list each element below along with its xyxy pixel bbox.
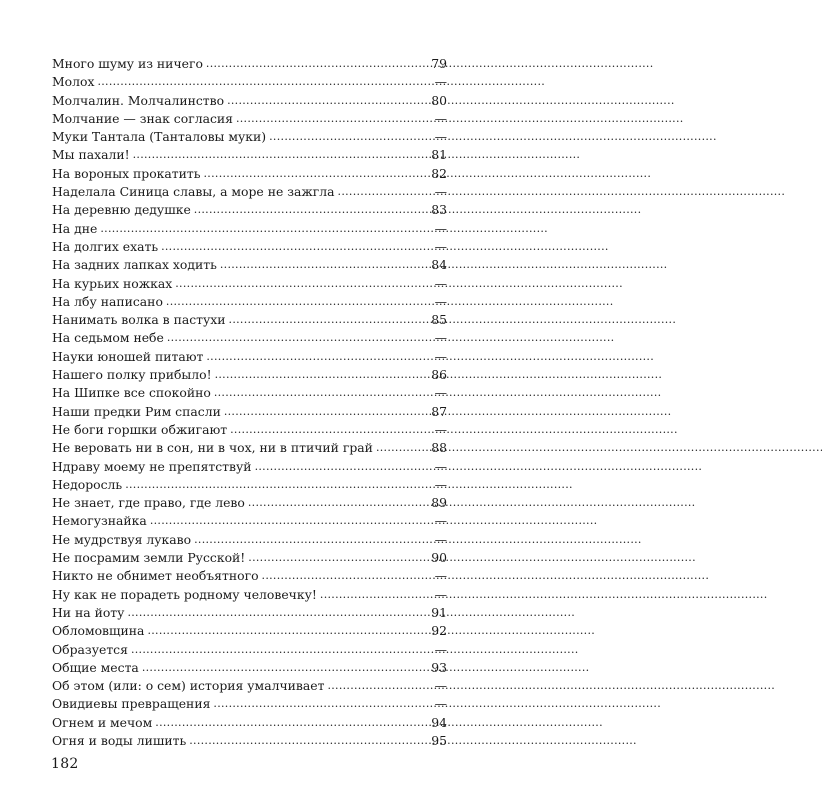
toc-entry bbox=[52, 421, 447, 439]
toc-entry bbox=[52, 714, 447, 732]
toc-entry-page: — bbox=[434, 476, 447, 492]
toc-entry-page: 84 bbox=[431, 257, 447, 273]
toc-entry-page: — bbox=[434, 220, 447, 236]
dot-leader bbox=[142, 658, 428, 677]
toc-entry-page: — bbox=[434, 421, 447, 437]
toc-entry-title: Много шуму из ничего bbox=[52, 56, 203, 71]
dot-leader bbox=[133, 145, 429, 164]
toc-entry bbox=[52, 531, 447, 549]
toc-entry-title: На курьих ножках bbox=[52, 275, 173, 291]
toc-entry bbox=[52, 439, 447, 457]
dot-leader bbox=[194, 530, 430, 549]
dot-leader bbox=[227, 91, 428, 110]
toc-entry bbox=[52, 55, 447, 73]
toc-entry-page: 95 bbox=[431, 732, 447, 748]
dot-leader bbox=[214, 383, 430, 402]
toc-entry bbox=[52, 458, 447, 476]
toc-entry-page: 81 bbox=[431, 147, 447, 163]
toc-entry-page: — bbox=[434, 385, 447, 401]
toc-entry bbox=[52, 329, 447, 347]
dot-leader bbox=[327, 676, 430, 695]
dot-leader bbox=[376, 438, 428, 457]
toc-entry-page: — bbox=[434, 348, 447, 364]
toc-entry bbox=[52, 549, 447, 567]
dot-leader bbox=[97, 72, 430, 91]
toc-entry bbox=[52, 220, 447, 238]
toc-entry bbox=[52, 384, 447, 402]
dot-leader bbox=[194, 200, 428, 219]
toc-entry-page: 93 bbox=[431, 659, 447, 675]
toc-entry bbox=[52, 348, 447, 366]
toc-entry bbox=[52, 311, 447, 329]
dot-leader bbox=[166, 292, 430, 311]
toc-entry-title: Недоросль bbox=[52, 476, 123, 492]
dot-leader bbox=[320, 585, 430, 604]
toc-entry bbox=[52, 73, 447, 91]
dot-leader bbox=[338, 182, 430, 201]
dot-leader bbox=[127, 603, 428, 622]
toc-entry bbox=[52, 128, 447, 146]
toc-entry-page: 91 bbox=[431, 604, 447, 620]
toc-entry bbox=[52, 403, 447, 421]
toc-entry-page: — bbox=[434, 641, 447, 657]
toc-entry bbox=[52, 586, 447, 604]
toc-entry-page: — bbox=[434, 696, 447, 712]
dot-leader bbox=[269, 127, 430, 146]
toc-entry-page: — bbox=[434, 275, 447, 291]
toc-entry bbox=[52, 110, 447, 128]
dot-leader bbox=[255, 457, 430, 476]
dot-leader bbox=[262, 566, 430, 585]
toc-entry-title: На лбу написано bbox=[52, 293, 163, 309]
dot-leader bbox=[206, 347, 430, 366]
toc-entry-title: Образуется bbox=[52, 641, 128, 657]
toc-entry-page: — bbox=[434, 74, 447, 90]
dot-leader bbox=[236, 109, 430, 128]
toc-entry-page: — bbox=[434, 458, 447, 474]
dot-leader bbox=[220, 255, 428, 274]
toc-entry bbox=[52, 165, 447, 183]
toc-entry bbox=[52, 695, 447, 713]
toc-entry-title: На деревню дедушке bbox=[52, 202, 191, 218]
toc-entry bbox=[52, 732, 447, 750]
toc-entry-title: Обломовщина bbox=[52, 623, 145, 639]
toc-entry-title: Ндраву моему не препятствуй bbox=[52, 458, 252, 474]
toc-entry bbox=[52, 659, 447, 677]
toc-entry-page: 87 bbox=[431, 403, 447, 419]
toc-entry-title: Мы пахали! bbox=[52, 147, 130, 163]
toc-entry-page: — bbox=[434, 129, 447, 145]
dot-leader bbox=[161, 237, 430, 256]
dot-leader bbox=[131, 640, 430, 659]
dot-leader bbox=[150, 511, 430, 530]
dot-leader bbox=[175, 274, 430, 293]
toc-entry bbox=[52, 275, 447, 293]
toc-entry-page: — bbox=[434, 293, 447, 309]
table-of-contents bbox=[52, 55, 447, 750]
toc-entry-title: Не боги горшки обжигают bbox=[52, 421, 228, 437]
toc-entry bbox=[52, 604, 447, 622]
toc-entry-title: Огнем и мечом bbox=[52, 714, 153, 730]
dot-leader bbox=[248, 493, 428, 512]
toc-entry-page: — bbox=[434, 513, 447, 529]
toc-entry bbox=[52, 238, 447, 256]
toc-entry bbox=[52, 146, 447, 164]
toc-entry-page: 85 bbox=[431, 312, 447, 328]
toc-entry bbox=[52, 567, 447, 585]
toc-entry bbox=[52, 641, 447, 659]
toc-entry-page: 90 bbox=[431, 550, 447, 566]
toc-entry-page: 80 bbox=[431, 92, 447, 108]
toc-entry-title: Об этом (или: о сем) история умалчивает bbox=[52, 678, 325, 694]
toc-entry-page: 89 bbox=[431, 495, 447, 511]
dot-leader bbox=[155, 713, 428, 732]
toc-entry-title: Не посрамим земли Русской! bbox=[52, 550, 246, 566]
toc-entry-page: — bbox=[434, 531, 447, 547]
dot-leader bbox=[167, 328, 430, 347]
toc-entry-title: Немогузнайка bbox=[52, 513, 147, 529]
toc-entry-page: 88 bbox=[431, 440, 447, 456]
toc-entry-title: На долгих ехать bbox=[52, 238, 159, 254]
toc-entry-page: — bbox=[434, 330, 447, 346]
toc-entry-title: Науки юношей питают bbox=[52, 348, 204, 364]
toc-entry bbox=[52, 677, 447, 695]
toc-entry-page: 94 bbox=[431, 714, 447, 730]
toc-entry-title: Молох bbox=[52, 74, 95, 90]
toc-entry-title: Никто не обнимет необъятного bbox=[52, 568, 259, 584]
dot-leader bbox=[229, 310, 429, 329]
dot-leader bbox=[215, 365, 429, 384]
toc-entry-title: Огня и воды лишить bbox=[52, 732, 187, 748]
dot-leader bbox=[147, 621, 428, 640]
toc-entry bbox=[52, 293, 447, 311]
toc-entry-page: — bbox=[434, 184, 447, 200]
toc-entry-title: На Шипке все спокойно bbox=[52, 385, 211, 401]
toc-entry-title: Молчание — знак согласия bbox=[52, 110, 233, 126]
dot-leader bbox=[125, 475, 430, 494]
toc-entry-title: Не знает, где право, где лево bbox=[52, 495, 245, 511]
toc-entry-title: Муки Тантала (Танталовы муки) bbox=[52, 129, 267, 145]
toc-entry bbox=[52, 366, 447, 384]
toc-entry-title: Не веровать ни в сон, ни в чох, ни в птичий грай bbox=[52, 440, 373, 456]
toc-entry-page: — bbox=[434, 110, 447, 126]
toc-entry-title: Общие места bbox=[52, 659, 139, 675]
toc-entry-title: Ни на йоту bbox=[52, 604, 125, 620]
dot-leader bbox=[230, 420, 430, 439]
toc-entry-title: На дне bbox=[52, 220, 98, 236]
toc-entry bbox=[52, 476, 447, 494]
toc-entry-title: На седьмом небе bbox=[52, 330, 164, 346]
toc-entry-page: — bbox=[434, 586, 447, 602]
toc-entry-page: 92 bbox=[431, 623, 447, 639]
toc-entry-title: Овидиевы превращения bbox=[52, 696, 211, 712]
toc-entry-title: Нанимать волка в пастухи bbox=[52, 312, 226, 328]
toc-entry-title: Молчалин. Молчалинство bbox=[52, 92, 225, 108]
dot-leader bbox=[224, 402, 428, 421]
toc-entry bbox=[52, 622, 447, 640]
dot-leader bbox=[206, 54, 428, 73]
toc-entry-title: Наделала Синица славы, а море не зажгла bbox=[52, 184, 335, 200]
toc-entry-page: — bbox=[434, 568, 447, 584]
toc-entry-page: — bbox=[434, 678, 447, 694]
toc-entry-title: Нашего полку прибыло! bbox=[52, 367, 212, 383]
toc-entry-page: — bbox=[434, 238, 447, 254]
page-number: 182 bbox=[51, 756, 79, 772]
toc-entry-title: Ну как не порадеть родному человечку! bbox=[52, 586, 317, 602]
toc-entry bbox=[52, 92, 447, 110]
toc-entry bbox=[52, 183, 447, 201]
dot-leader bbox=[248, 548, 428, 567]
toc-entry-page: 86 bbox=[431, 367, 447, 383]
toc-entry bbox=[52, 494, 447, 512]
toc-entry-title: На вороных прокатить bbox=[52, 165, 201, 181]
dot-leader bbox=[100, 219, 430, 238]
dot-leader bbox=[213, 694, 430, 713]
toc-entry-page: 83 bbox=[431, 202, 447, 218]
toc-entry bbox=[52, 512, 447, 530]
toc-entry bbox=[52, 201, 447, 219]
toc-entry-page: 82 bbox=[431, 165, 447, 181]
toc-entry-title: Наши предки Рим спасли bbox=[52, 403, 221, 419]
toc-entry-title: Не мудрствуя лукаво bbox=[52, 531, 192, 547]
dot-leader bbox=[189, 731, 428, 750]
dot-leader bbox=[204, 164, 429, 183]
toc-entry-title: На задних лапках ходить bbox=[52, 257, 217, 273]
toc-entry bbox=[52, 256, 447, 274]
toc-entry-page: 79 bbox=[431, 56, 447, 71]
